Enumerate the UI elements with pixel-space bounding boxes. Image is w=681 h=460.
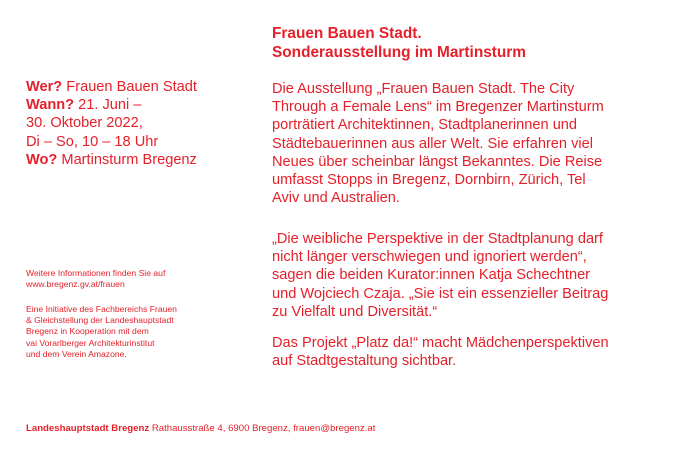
title-line2: Sonderausstellung im Martinsturm bbox=[272, 44, 526, 61]
footer-org: Landeshauptstadt Bregenz bbox=[26, 423, 150, 434]
when-value-line1: 21. Juni – bbox=[78, 97, 142, 114]
text-line: sagen die beiden Kurator:innen Katja Schechtner bbox=[272, 267, 591, 284]
where-label: Wo? bbox=[26, 151, 58, 168]
text-line: nicht länger verschwiegen und ignoriert werden“, bbox=[272, 249, 587, 266]
initiative-line1: Eine Initiative des Fachbereichs Frauen bbox=[26, 304, 177, 314]
footer bbox=[26, 423, 666, 435]
more-info-line1: Weitere Informationen finden Sie auf bbox=[26, 268, 166, 278]
more-info-note bbox=[26, 268, 261, 290]
text-line: Das Projekt „Platz da!“ macht Mädchenperspektiven bbox=[272, 335, 609, 351]
text-line: porträtiert Architektinnen, Stadtplanerinnen und bbox=[272, 117, 578, 134]
text-line: Through a Female Lens“ im Bregenzer Martinsturm bbox=[272, 99, 604, 116]
when-line bbox=[26, 96, 256, 114]
text-line: auf Stadtgestaltung sichtbar. bbox=[272, 353, 457, 370]
footer-address: Rathausstraße 4, 6900 Bregenz, frauen@bregenz.at bbox=[151, 423, 376, 434]
initiative-note bbox=[26, 304, 261, 360]
where-line bbox=[26, 151, 256, 169]
paragraph-project bbox=[272, 334, 667, 370]
paragraph-quote bbox=[272, 230, 667, 321]
when-label: Wann? bbox=[26, 97, 75, 114]
info-block bbox=[26, 78, 256, 169]
more-info-link[interactable]: www.bregenz.gv.at/frauen bbox=[26, 279, 125, 290]
page-title bbox=[272, 24, 667, 62]
when-value-line2: 30. Oktober 2022, bbox=[26, 115, 143, 132]
initiative-line2: & Gleichstellung der Landeshauptstadt bbox=[26, 315, 174, 326]
who-label: Wer? bbox=[26, 79, 63, 95]
title-line1: Frauen Bauen Stadt. bbox=[272, 25, 422, 42]
initiative-line4: vai Vorarlberger Architekturinstitut bbox=[26, 337, 155, 348]
text-line: Aviv und Australien. bbox=[272, 190, 400, 207]
initiative-line5: und dem Verein Amazone. bbox=[26, 348, 127, 359]
when-value-line3: Di – So, 10 – 18 Uhr bbox=[26, 133, 159, 150]
text-line: Städtebauerinnen aus aller Welt. Sie erfahren viel bbox=[272, 135, 593, 152]
initiative-line3: Bregenz in Kooperation mit dem bbox=[26, 326, 149, 337]
paragraph-exhibition bbox=[272, 80, 667, 207]
who-line bbox=[26, 78, 256, 96]
text-line: und Wojciech Czaja. „Sie ist ein essenzieller Beitrag bbox=[272, 285, 609, 302]
text-line: Die Ausstellung „Frauen Bauen Stadt. The City bbox=[272, 81, 575, 97]
text-line: zu Vielfalt und Diversität.“ bbox=[272, 303, 438, 320]
text-line: Neues über scheinbar längst Bekanntes. Die Reise bbox=[272, 153, 603, 170]
where-value: Martinsturm Bregenz bbox=[61, 151, 197, 168]
who-value: Frauen Bauen Stadt bbox=[66, 79, 197, 95]
text-line: umfasst Stopps in Bregenz, Dornbirn, Zürich, Tel bbox=[272, 172, 586, 189]
text-line: „Die weibliche Perspektive in der Stadtplanung darf bbox=[272, 231, 603, 247]
